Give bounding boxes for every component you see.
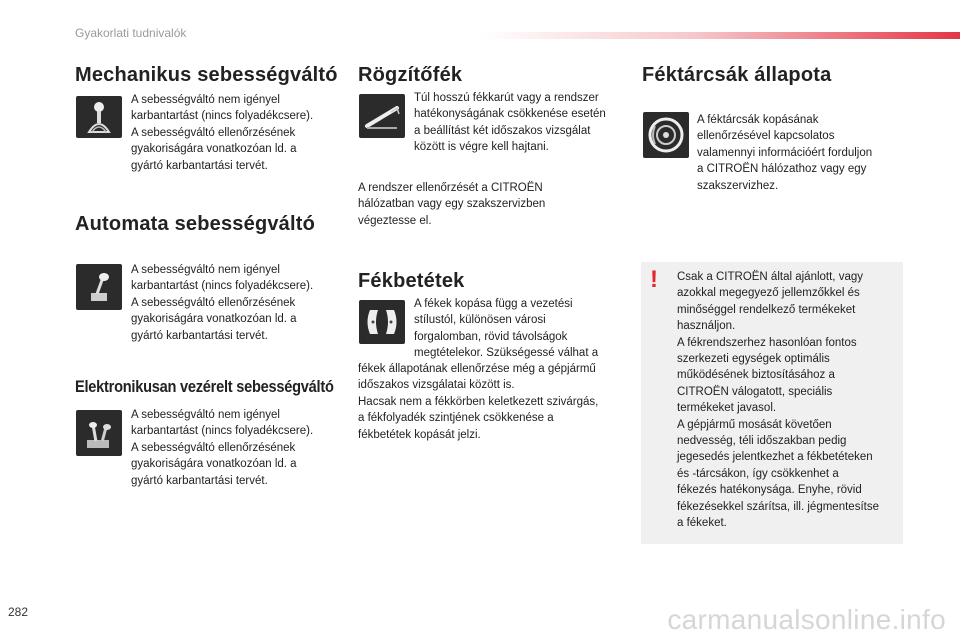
section-title: Gyakorlati tudnivalók	[75, 26, 187, 40]
brake-discs-text: A féktárcsák kopásának ellenőrzésével kapcsolatos valamennyi információért forduljon a CITROËN hálózathoz vagy egy szakszervizhez.	[697, 114, 873, 192]
automatic-gearbox-heading: Automata sebességváltó	[75, 213, 316, 235]
automatic-gear-selector-icon	[76, 264, 122, 310]
electronic-gearbox-heading: Elektronikusan vezérelt sebességváltó	[75, 377, 334, 396]
brake-pads-icon	[359, 300, 405, 344]
parking-brake-heading: Rögzítőfék	[358, 64, 463, 86]
parking-brake-text: Túl hosszú fékkarút vagy a rendszer hatékonyságának csökkenése esetén a beállítást két időszakos vizsgálat között is végre kell hajtani.	[414, 92, 606, 154]
manual-gearbox-heading: Mechanikus sebességváltó	[75, 64, 338, 86]
parking-brake-check-text: A rendszer ellenőrzését a CITROËN hálózatban vagy egy szakszervizben végeztesse el.	[358, 182, 546, 227]
watermark: carmanualsonline.info	[667, 604, 946, 635]
manual-gearbox-text: A sebességváltó nem igényel karbantartást (nincs folyadékcsere). A sebességváltó ellenőrzésének gyakoriságára vonatkozóan ld. a gyártó karbantartási tervét.	[131, 94, 314, 172]
header-accent-bar	[480, 32, 960, 39]
brake-pads-heading: Fékbetétek	[358, 270, 465, 292]
automatic-gearbox-text: A sebességváltó nem igényel karbantartást (nincs folyadékcsere). A sebességváltó ellenőrzésének gyakoriságára vonatkozóan ld. a gyártó karbantartási tervét.	[131, 264, 314, 342]
warning-exclamation-icon: !	[650, 266, 658, 293]
electronic-gearbox-text: A sebességváltó nem igényel karbantartást (nincs folyadékcsere). A sebességváltó ellenőrzésének gyakoriságára vonatkozóan ld. a gyártó karbantartási tervét.	[131, 409, 314, 487]
parking-brake-lever-icon	[359, 94, 405, 138]
electronic-gear-selector-icon	[76, 410, 122, 456]
page-number: 282	[8, 605, 29, 619]
brake-disc-icon	[643, 112, 689, 158]
warning-note-text: Csak a CITROËN által ajánlott, vagy azokkal megegyező jellemzőkkel és minőséggel rendelkező termékeket használjon. A fékrendszerhez hasonlóan fontos szerkezeti egységek optimális működésének biztosításához a CITROËN válogatott, speciális termékeket javasol. A gépjármű mosását követően nedvesség, téli időszakban pedig jegesedés jelentkezhet a fékbetéteken és -tárcsákon, így csökkenhet a fékezés hatékonysága. Enyhe, rövid fékezésekkel szárítsa, ill. jégmentesítse a fékeket.	[677, 271, 879, 530]
manual-gear-lever-icon	[76, 96, 122, 138]
brake-pads-text: A fékek kopása függ a vezetési stílustól, különösen városi forgalomban, rövid távolságok megtételekor. Szükségessé válhat a	[414, 298, 599, 360]
brake-pads-text-continued: fékek állapotának ellenőrzése még a gépjármű időszakos vizsgálatai között is. Hacsak nem a fékkörben keletkezett szivárgás, a fékfolyadék szintjének csökkenése a fékbetétek kopását jelzi.	[358, 363, 599, 441]
brake-discs-heading: Féktárcsák állapota	[642, 64, 832, 86]
